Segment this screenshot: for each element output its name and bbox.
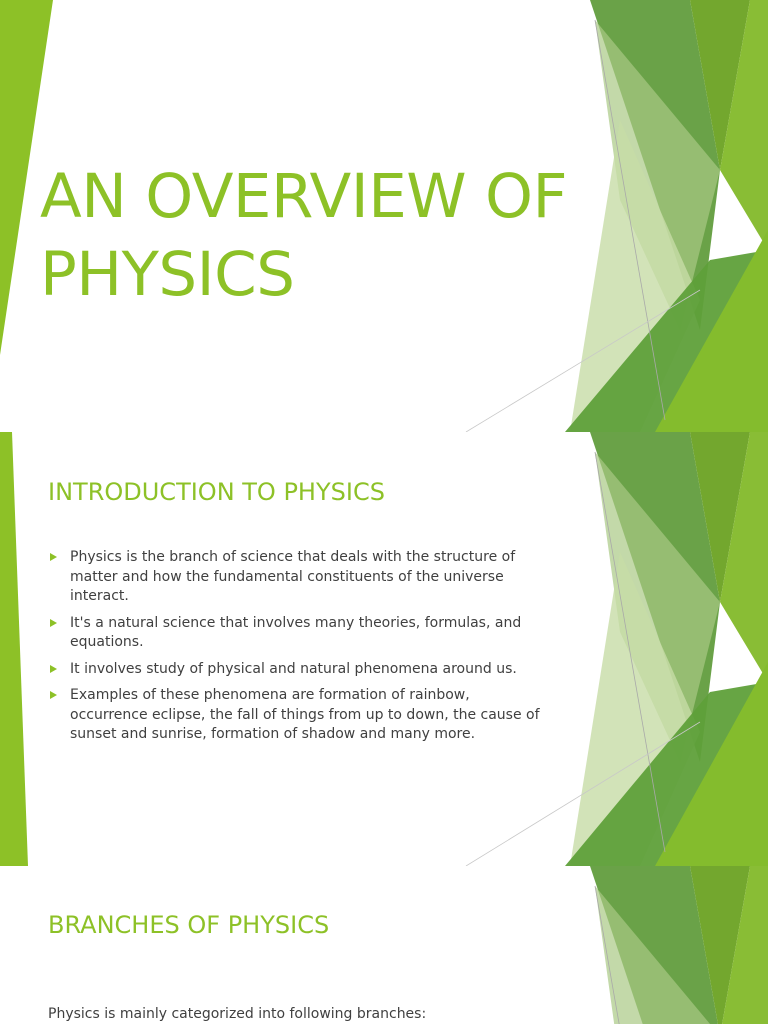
bullet-text: It's a natural science that involves many theories, formulas, and equations. bbox=[70, 614, 522, 650]
bullet-item bbox=[48, 686, 548, 745]
title-line-2: PHYSICS bbox=[40, 239, 295, 310]
bullet-item bbox=[48, 660, 548, 680]
body-text: Physics is mainly categorized into following branches: bbox=[48, 1006, 427, 1022]
bullet-list bbox=[48, 548, 548, 752]
title-slide bbox=[0, 0, 768, 432]
bullet-text: Physics is the branch of science that deals with the structure of matter and how the fundamental constituents of the universe interact. bbox=[70, 549, 516, 604]
bullet-arrow-icon bbox=[50, 691, 57, 699]
introduction-slide bbox=[0, 432, 768, 866]
section-heading: INTRODUCTION TO PHYSICS bbox=[48, 478, 385, 506]
presentation-title bbox=[40, 158, 567, 314]
bullet-text: It involves study of physical and natural phenomena around us. bbox=[70, 660, 517, 677]
section-heading: BRANCHES OF PHYSICS bbox=[48, 911, 330, 939]
bullet-arrow-icon bbox=[50, 665, 57, 673]
branches-slide bbox=[0, 866, 768, 1024]
green-facet-decoration bbox=[0, 866, 768, 1024]
bullet-text: Examples of these phenomena are formation of rainbow, occurrence eclipse, the fall of things from up to down, the cause of sunset and sunrise, formation of shadow and many more. bbox=[70, 687, 540, 742]
bullet-arrow-icon bbox=[50, 619, 57, 627]
bullet-item bbox=[48, 548, 548, 607]
title-line-1: AN OVERVIEW OF bbox=[40, 161, 568, 232]
bullet-item bbox=[48, 614, 548, 653]
bullet-arrow-icon bbox=[50, 553, 57, 561]
